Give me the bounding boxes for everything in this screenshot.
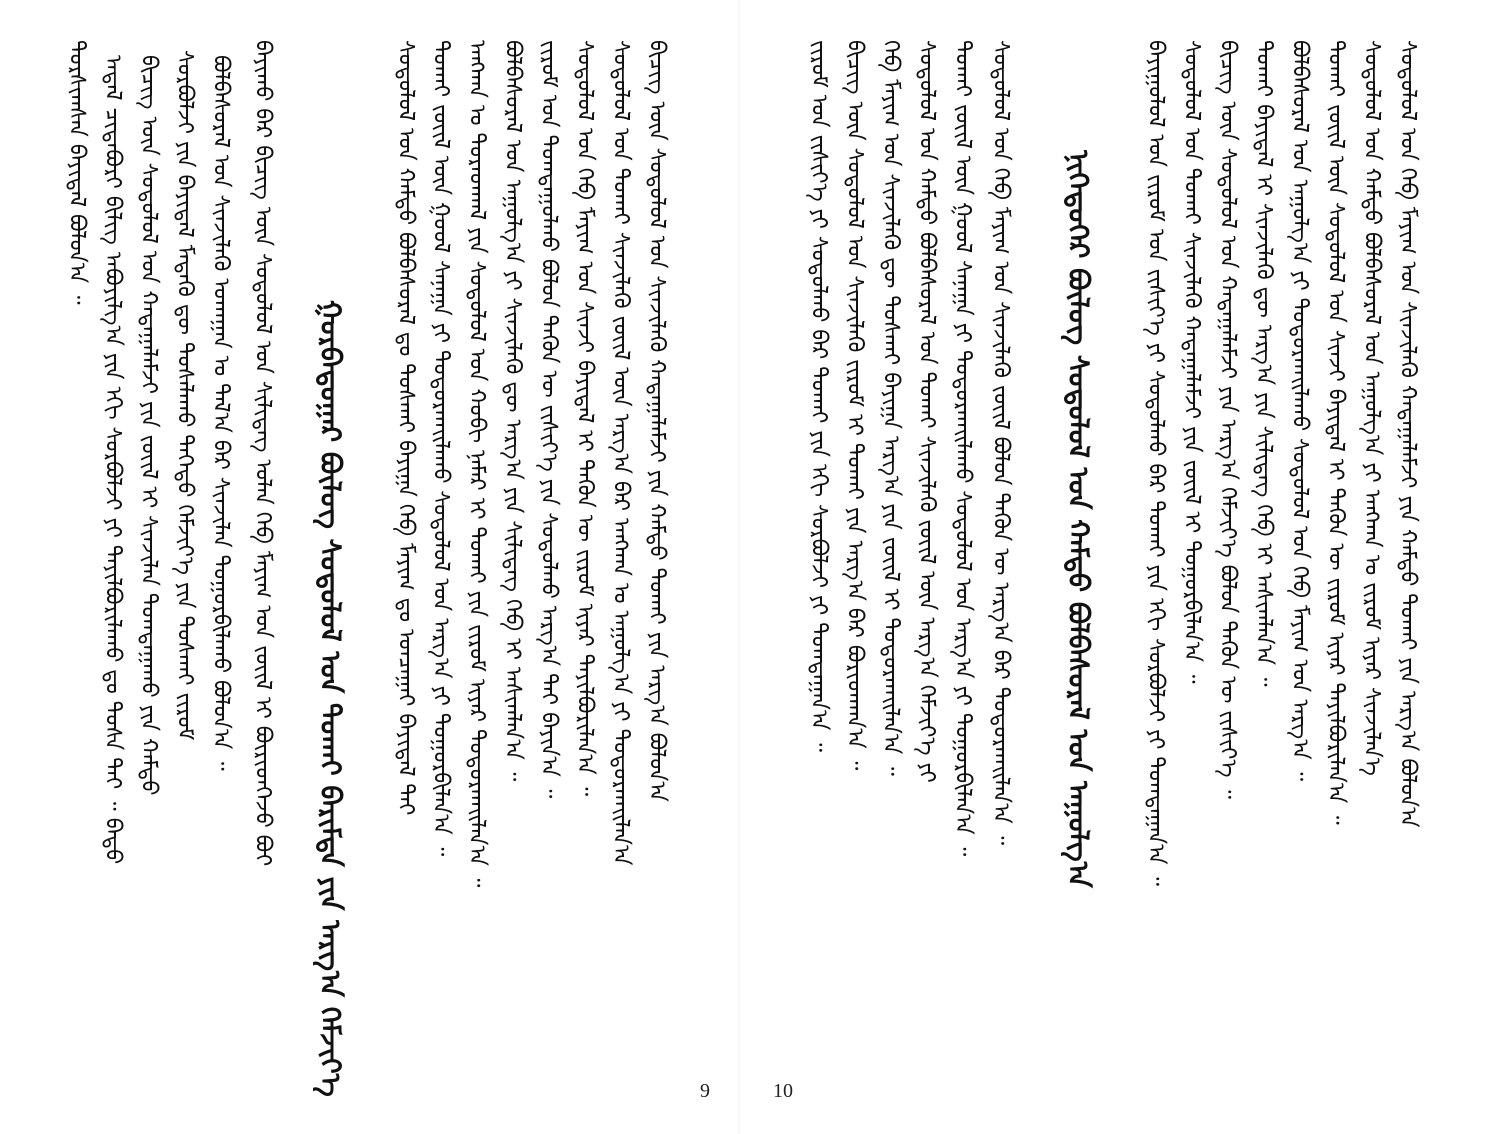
text-column — [388, 0, 422, 1134]
paragraph-line: ᠰᠤᠳᠤᠯᠤᠯ ᠤᠨ ᠬᠡᠪ ᠮᠠᠶᠢᠭ ᠤᠨ ᠰᠢᠨᠵᠢᠯᠡᠬᠦ ᠬᠠᠳᠠᠭᠠᠯᠠᠮᠵᠢ ᠶᠢᠨ ᠬᠠᠮᠲᠤ ᠲᠤᠬᠠᠢ ᠶᠢᠨ ᠠᠷᠭ᠎ᠠ ᠪᠤᠯᠤᠨ᠎ᠠ — [1395, 40, 1420, 828]
paragraph-line: ᠰᠤᠷᠪᠤᠯᠵᠢ ᠶᠢᠨ ᠪᠠᠶᠢᠳᠠᠯ ᠮᠡᠳᠡᠬᠦ ᠳᠦ ᠲᠤᠰᠠᠯᠠᠬᠤ ᠳᠡᠭᠡᠳᠦ ᠬᠡᠮᠵᠢᠶ᠎ᠡ ᠶᠢᠨ ᠲᠤᠰᠬᠠᠢ ᠵᠢᠷᠤᠮ — [172, 50, 197, 741]
paragraph-line: ᠰᠤᠳᠤᠯᠤᠯ ᠤᠨ ᠲᠤᠬᠠᠢ ᠰᠢᠨᠵᠢᠯᠡᠬᠦ ᠬᠠᠳᠠᠭᠠᠯᠠᠮᠵᠢ ᠶᠢᠨ ᠵᠦᠢᠯ ᠢ ᠲᠤᠭᠤᠷᠪᠢᠯᠠᠨ᠎ᠠ ᠃ — [1179, 40, 1204, 684]
paragraph-line: ᠲᠤᠷᠰᠢᠭᠰᠠᠨ ᠪᠠᠶᠢᠳᠠᠯ ᠪᠤᠯᠤᠨ᠎ᠠ ᠃ — [64, 40, 89, 305]
text-column — [1390, 0, 1424, 1134]
paragraph-line: ᠵᠢᠷᠤᠮ ᠤᠨ ᠲᠣᠭᠲᠠᠭᠤᠯᠬᠤ ᠪᠣᠯᠣᠨ ᠲᠡᠭᠦᠨ ᠦ ᠵᠢᠱᠢᠶ᠎ᠡ ᠶᠢᠨ ᠰᠤᠳᠤᠯᠬᠤ ᠠᠷᠭ᠎ᠠ ᠲᠠᠢ ᠪᠠᠶᠢᠨ᠎ᠠ ᠃ — [536, 40, 561, 799]
chapter-heading-text: ᠭᠤᠷᠪᠠᠳᠤᠭᠠᠷ ᠪᠦᠯᠦᠭ ᠰᠤᠳᠤᠯᠤᠯ ᠤᠨ ᠲᠤᠬᠠᠢ ᠪᠠᠷᠢᠮᠲᠠ ᠶᠢᠨ ᠠᠷᠭ᠎ᠠ ᠬᠡᠮᠵᠢᠶ᠎ᠡ — [314, 300, 347, 1097]
right-page — [745, 0, 1465, 1134]
text-column — [945, 0, 979, 1134]
paragraph-line: ᠲᠤᠬᠠᠢ ᠵᠦᠢᠯ ᠦᠨ ᠭᠣᠣᠯ ᠰᠠᠨᠠᠭᠠ ᠶᠢ ᠲᠣᠳᠤᠷᠬᠠᠢᠯᠠᠬᠤ ᠰᠤᠳᠤᠯᠤᠯ ᠤᠨ ᠠᠷᠭ᠎ᠠ ᠶᠢ ᠲᠤᠭᠤᠷᠪᠢᠯᠠᠨ᠎ᠠ ᠃ — [428, 40, 453, 857]
paragraph-line: ᠲᠤᠬᠠᠢ ᠵᠦᠢᠯ ᠦᠨ ᠰᠤᠳᠤᠯᠤᠯ ᠤᠨ ᠰᠢᠨᠵᠢ ᠪᠠᠶᠢᠳᠠᠯ ᠢ ᠲᠡᠭᠦᠨ ᠦ ᠵᠢᠷᠤᠮ ᠢᠶᠠᠷ ᠲᠠᠶᠢᠯᠪᠤᠷᠢᠯᠠᠨ᠎ᠠ ᠃ — [1323, 40, 1348, 825]
text-column — [1318, 0, 1352, 1134]
paragraph-line: ᠵᠢᠷᠤᠮ ᠤᠨ ᠵᠢᠱᠢᠶ᠎ᠡ ᠶᠢ ᠰᠤᠳᠤᠯᠬᠤ ᠪᠠᠷ ᠲᠤᠬᠠᠢ ᠶᠢᠨ ᠡᠬᠢ ᠰᠤᠷᠪᠤᠯᠵᠢ ᠶᠢ ᠲᠣᠭᠲᠠᠭᠠᠨ᠎ᠠ ᠃ — [806, 40, 831, 752]
paragraph-line: ᠪᠤᠯᠪᠠᠰᠤᠷᠠᠯ ᠤᠨ ᠠᠭᠤᠯᠭ᠎ᠠ ᠶᠢ ᠲᠣᠳᠤᠷᠬᠠᠢᠯᠠᠬᠤ ᠰᠤᠳᠤᠯᠤᠯ ᠤᠨ ᠬᠡᠪ ᠮᠠᠶᠢᠭ ᠤᠨ ᠠᠷᠭ᠎ᠠ ᠃ — [1287, 40, 1312, 782]
paragraph-line: ᠪᠢᠴᠢᠭ ᠦᠨ ᠰᠤᠳᠤᠯᠤᠯ ᠤᠨ ᠬᠠᠳᠠᠭᠠᠯᠠᠮᠵᠢ ᠶᠢᠨ ᠵᠦᠢᠯ ᠢ ᠰᠢᠨᠵᠢᠯᠡᠨ ᠲᠣᠭᠲᠠᠭᠠᠬᠤ ᠶᠢᠨ ᠬᠠᠮᠲᠤ — [136, 55, 161, 796]
paragraph-line: ᠠᠳᠠᠯ ᠴᠢᠳᠠᠪᠤᠷᠢ ᠪᠢᠯᠢᠭ ᠠᠪᠤᠶᠢᠯᠭ᠎ᠠ ᠶᠢᠨ ᠡᠬᠢ ᠰᠤᠷᠪᠤᠯᠵᠢ ᠶᠢ ᠲᠠᠶᠢᠯᠪᠤᠷᠢᠯᠠᠬᠤ ᠳᠤ ᠲᠤᠰᠠ ᠲᠠᠢ ᠃ ᠪᠠᠳᠤ — [100, 55, 125, 865]
right-page-number: 10 — [773, 1080, 793, 1102]
text-column — [495, 0, 529, 1134]
text-column — [909, 0, 943, 1134]
paragraph-line: ᠬᠡᠪ ᠮᠠᠶᠢᠭ ᠤᠨ ᠰᠢᠨᠵᠢᠯᠡᠬᠦ ᠳᠦ ᠲᠤᠰᠬᠠᠢ ᠪᠠᠶᠢᠭᠠ ᠠᠷᠭ᠎ᠠ ᠶᠢᠨ ᠵᠦᠢᠯ ᠢ ᠲᠣᠳᠤᠷᠬᠠᠢᠯᠠᠨ᠎ᠠ ᠃ — [878, 40, 903, 776]
text-column — [603, 0, 637, 1134]
text-column — [639, 0, 673, 1134]
paragraph-line: ᠰᠤᠳᠤᠯᠤᠯ ᠤᠨ ᠬᠡᠪ ᠮᠠᠶᠢᠭ ᠤᠨ ᠰᠢᠨᠵᠢᠯᠡᠬᠦ ᠵᠦᠢᠯ ᠪᠣᠯᠣᠨ ᠲᠡᠭᠦᠨ ᠦ ᠠᠷᠭ᠎ᠠ ᠪᠠᠷ ᠲᠣᠳᠤᠷᠬᠠᠢᠯᠠᠨ᠎ᠠ ᠃ — [988, 40, 1013, 846]
text-column — [131, 0, 165, 1134]
paragraph-line: ᠪᠢᠴᠢᠭ ᠦᠨ ᠰᠤᠳᠤᠯᠤᠯ ᠤᠨ ᠰᠢᠨᠵᠢᠯᠡᠬᠦ ᠵᠢᠷᠤᠮ ᠢ ᠲᠤᠬᠠᠢ ᠶᠢᠨ ᠠᠷᠭ᠎ᠠ ᠪᠠᠷ ᠪᠤᠷᠢᠳᠬᠠᠨ᠎ᠠ ᠃ — [842, 40, 867, 771]
text-column — [423, 0, 457, 1134]
text-column — [1210, 0, 1244, 1134]
paragraph-line: ᠰᠤᠳᠤᠯᠤᠯ ᠤᠨ ᠬᠠᠮᠲᠤ ᠪᠤᠯᠪᠠᠰᠤᠷᠠᠯ ᠤᠨ ᠠᠭᠤᠯᠭ᠎ᠠ ᠶᠢ ᠠᠩᠬᠠᠨ ᠤ ᠵᠢᠷᠤᠮ ᠢᠶᠠᠷ ᠰᠢᠨᠵᠢᠯᠡᠨ᠎ᠡ — [1359, 40, 1384, 776]
text-column — [567, 0, 601, 1134]
chapter-heading-column — [1061, 0, 1095, 1134]
text-column — [59, 0, 93, 1134]
paragraph-line: ᠰᠤᠳᠤᠯᠤᠯ ᠤᠨ ᠬᠠᠮᠲᠤ ᠪᠤᠯᠪᠠᠰᠤᠷᠠᠯ ᠤᠨ ᠲᠤᠬᠠᠢ ᠰᠢᠨᠵᠢᠯᠡᠬᠦ ᠵᠦᠢᠯ ᠦᠨ ᠠᠷᠭ᠎ᠠ ᠬᠡᠮᠵᠢᠶ᠎ᠡ ᠶᠢ — [914, 40, 939, 783]
paragraph-line: ᠰᠤᠳᠤᠯᠤᠯ ᠤᠨ ᠬᠠᠮᠲᠤ ᠪᠤᠯᠪᠠᠰᠤᠷᠠᠯ ᠳᠤ ᠲᠤᠰᠬᠠᠢ ᠪᠠᠶᠢᠭᠠ ᠬᠡᠪ ᠮᠠᠶᠢᠭ ᠳᠤ ᠣᠨᠴᠠᠭᠠᠢ ᠪᠠᠶᠢᠳᠠᠯ ᠲᠠᠢ — [393, 40, 418, 816]
text-column — [203, 0, 237, 1134]
text-column — [983, 0, 1017, 1134]
text-column — [245, 0, 279, 1134]
text-column — [95, 0, 129, 1134]
text-column — [801, 0, 835, 1134]
chapter-heading-text: ᠨᠢᠭᠡᠳᠦᠭᠡᠷ ᠪᠦᠯᠦᠭ ᠰᠤᠳᠤᠯᠤᠯ ᠤᠨ ᠬᠠᠮᠲᠤ ᠪᠤᠯᠪᠠᠰᠤᠷᠠᠯ ᠤᠨ ᠠᠭᠤᠯᠭ᠎ᠠ — [1062, 150, 1095, 888]
text-column — [1282, 0, 1316, 1134]
text-column — [873, 0, 907, 1134]
paragraph-line: ᠠᠩᠬᠠᠨ ᠤ ᠳᠤᠷᠠᠳᠬᠠᠯ ᠶᠢᠨ ᠰᠤᠳᠤᠯᠤᠯ ᠤᠨ ᠬᠤᠪᠢ ᠨᠡᠮᠡᠷ ᠢ ᠲᠤᠬᠠᠢ ᠶᠢᠨ ᠵᠢᠷᠤᠮ ᠢᠶᠠᠷ ᠲᠣᠳᠤᠷᠬᠠᠢᠯᠠᠨ᠎ᠠ ᠃ — [464, 40, 489, 888]
paragraph-line: ᠰᠤᠳᠤᠯᠤᠯ ᠤᠨ ᠲᠤᠬᠠᠢ ᠰᠢᠨᠵᠢᠯᠡᠬᠦ ᠵᠦᠢᠯ ᠦᠨ ᠠᠷᠭ᠎ᠠ ᠪᠠᠷ ᠠᠩᠬᠠᠨ ᠤ ᠠᠭᠤᠯᠭ᠎ᠠ ᠶᠢ ᠲᠣᠳᠤᠷᠬᠠᠢᠯᠠᠨ᠎ᠠ — [608, 40, 633, 866]
paragraph-line: ᠲᠤᠬᠠᠢ ᠪᠠᠶᠢᠳᠠᠯ ᠢ ᠰᠢᠨᠵᠢᠯᠡᠬᠦ ᠳᠦ ᠠᠷᠭ᠎ᠠ ᠶᠢᠨ ᠰᠢᠯᠢᠳᠡᠭ ᠬᠡᠪ ᠢ ᠠᠰᠢᠭᠯᠠᠨ᠎ᠠ ᠃ — [1251, 40, 1276, 687]
left-page-number: 9 — [700, 1080, 710, 1102]
page-gutter — [738, 0, 740, 1134]
paragraph-line: ᠪᠠᠶᠢᠭᠤᠯᠤᠯ ᠤᠨ ᠵᠢᠷᠤᠮ ᠤᠨ ᠵᠢᠱᠢᠶ᠎ᠡ ᠶᠢ ᠰᠤᠳᠤᠯᠬᠤ ᠪᠠᠷ ᠲᠤᠬᠠᠢ ᠶᠢᠨ ᠡᠬᠢ ᠰᠤᠷᠪᠤᠯᠵᠢ ᠶᠢ ᠲᠣᠭᠲᠠᠭᠠᠨ᠎ᠠ ᠃ — [1143, 40, 1168, 886]
text-column — [1354, 0, 1388, 1134]
left-page — [40, 0, 730, 1134]
text-column — [459, 0, 493, 1134]
text-column — [531, 0, 565, 1134]
paragraph-line: ᠪᠢᠴᠢᠭ ᠦᠨ ᠰᠤᠳᠤᠯᠤᠯ ᠤᠨ ᠬᠠᠳᠠᠭᠠᠯᠠᠮᠵᠢ ᠶᠢᠨ ᠠᠷᠭ᠎ᠠ ᠬᠡᠮᠵᠢᠶ᠎ᠡ ᠪᠣᠯᠣᠨ ᠲᠡᠭᠦᠨ ᠦ ᠵᠢᠱᠢᠶ᠎ᠡ ᠃ — [1215, 40, 1240, 799]
paragraph-line: ᠪᠤᠯᠪᠠᠰᠤᠷᠠᠯ ᠤᠨ ᠠᠭᠤᠯᠭ᠎ᠠ ᠶᠢ ᠰᠢᠨᠵᠢᠯᠡᠬᠦ ᠳᠦ ᠠᠷᠭ᠎ᠠ ᠶᠢᠨ ᠰᠢᠯᠢᠳᠡᠭ ᠬᠡᠪ ᠢ ᠠᠰᠢᠭᠯᠠᠨ᠎ᠠ ᠃ — [500, 40, 525, 782]
text-column — [1174, 0, 1208, 1134]
paragraph-line: ᠰᠤᠳᠤᠯᠤᠯ ᠤᠨ ᠬᠡᠪ ᠮᠠᠶᠢᠭ ᠤᠨ ᠰᠢᠨᠵᠢ ᠪᠠᠶᠢᠳᠠᠯ ᠢ ᠲᠡᠭᠦᠨ ᠦ ᠵᠢᠷᠤᠮ ᠢᠶᠠᠷ ᠲᠠᠶᠢᠯᠪᠤᠷᠢᠯᠠᠨ᠎ᠠ ᠃ — [572, 40, 597, 797]
text-column — [1246, 0, 1280, 1134]
paragraph-line: ᠪᠠᠶᠢᠬᠤ ᠪᠠᠷ ᠪᠢᠴᠢᠭ ᠦᠨ ᠰᠤᠳᠤᠯᠤᠯ ᠤᠨ ᠰᠢᠯᠢᠳᠡᠭ ᠤᠯᠠᠨ ᠬᠡᠪ ᠮᠠᠶᠢᠭ ᠤᠨ ᠵᠦᠢᠯ ᠢ ᠪᠦᠷᠢᠳᠬᠡᠵᠦ ᠪᠤᠢ — [250, 40, 275, 867]
text-column — [837, 0, 871, 1134]
text-column — [1138, 0, 1172, 1134]
paragraph-line: ᠲᠤᠬᠠᠢ ᠵᠦᠢᠯ ᠦᠨ ᠭᠣᠣᠯ ᠰᠠᠨᠠᠭᠠ ᠶᠢ ᠲᠣᠳᠤᠷᠬᠠᠢᠯᠠᠬᠤ ᠰᠤᠳᠤᠯᠤᠯ ᠤᠨ ᠠᠷᠭ᠎ᠠ ᠶᠢ ᠲᠤᠭᠤᠷᠪᠢᠯᠠᠨ᠎ᠠ ᠃ — [950, 40, 975, 857]
text-column — [167, 0, 201, 1134]
paragraph-line: ᠪᠣᠯᠪᠠᠰᠤᠷᠠᠯ ᠤᠨ ᠰᠢᠨᠵᠢᠯᠡᠬᠦ ᠤᠬᠠᠭᠠᠨ ᠤ ᠲᠠᠯ᠎ᠠ ᠪᠠᠷ ᠰᠢᠨᠵᠢᠯᠡᠨ ᠲᠤᠭᠤᠷᠪᠢᠯᠠᠬᠤ ᠪᠤᠯᠤᠨ᠎ᠠ ᠃ — [208, 55, 233, 771]
paragraph-line: ᠪᠢᠴᠢᠭ ᠦᠨ ᠰᠤᠳᠤᠯᠤᠯ ᠤᠨ ᠰᠢᠨᠵᠢᠯᠡᠬᠦ ᠬᠠᠳᠠᠭᠠᠯᠠᠮᠵᠢ ᠶᠢᠨ ᠬᠠᠮᠲᠤ ᠲᠤᠬᠠᠢ ᠶᠢᠨ ᠠᠷᠭ᠎ᠠ ᠪᠤᠯᠤᠨ᠎ᠠ — [644, 40, 669, 802]
chapter-heading-column — [313, 0, 347, 1134]
